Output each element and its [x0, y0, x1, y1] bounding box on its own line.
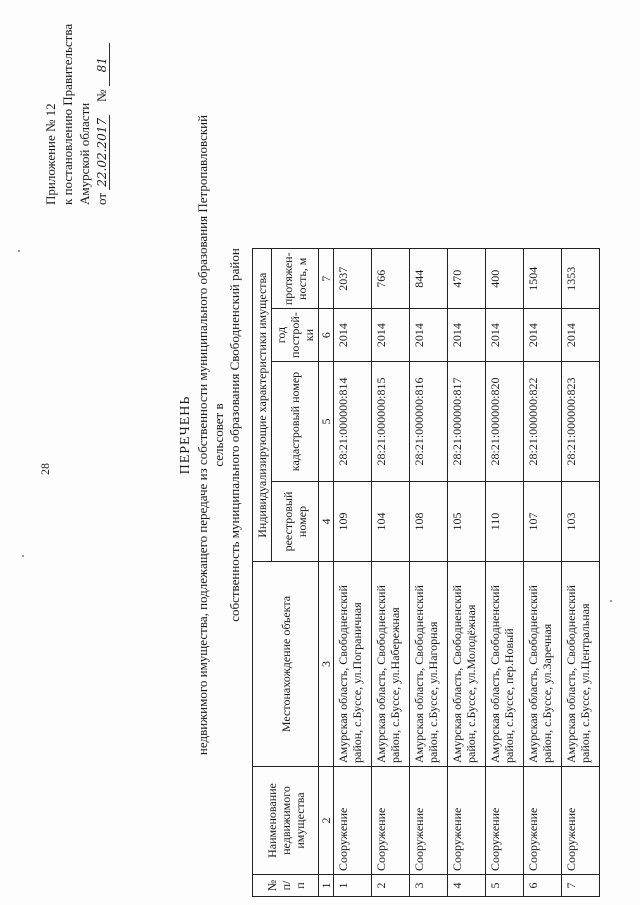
location-line: район, с.Бусcе, пер.Новый [502, 628, 516, 763]
header-cadastral: кадастровый номер [272, 362, 319, 482]
heading-line-2: собственность муниципального образования Свободненский район [227, 248, 242, 622]
header-length: протяжен-ность, м [272, 249, 319, 309]
cell-location [486, 562, 524, 767]
cell-name: Сооружение [334, 767, 372, 875]
header-name: Наименование недвижимого имущества [253, 767, 319, 875]
cell-location [562, 562, 600, 767]
table-row [448, 249, 486, 897]
col-number: 3 [319, 562, 334, 767]
table-row [410, 249, 448, 897]
cell-registry: 108 [410, 482, 448, 562]
cell-length: 766 [372, 249, 410, 309]
table-row [372, 249, 410, 897]
cell-length: 1353 [562, 249, 600, 309]
location-line: Амурская область, Свободненский [412, 585, 426, 763]
cell-num: 6 [524, 875, 562, 897]
header-characteristics: Индивидуализирующие характеристики имущества [253, 249, 272, 562]
col-number: 1 [319, 875, 334, 897]
col-number: 5 [319, 362, 334, 482]
location-line: Амурская область, Свободненский [488, 585, 502, 763]
cell-length: 470 [448, 249, 486, 309]
cell-name: Сооружение [524, 767, 562, 875]
location-line: Амурская область, Свободненский [336, 585, 350, 763]
cell-length: 400 [486, 249, 524, 309]
cell-location [372, 562, 410, 767]
appendix-line-2: к постановлению Правительства [60, 23, 75, 205]
table-row [486, 249, 524, 897]
cell-year: 2014 [562, 309, 600, 362]
cell-name: Сооружение [486, 767, 524, 875]
cell-location [334, 562, 372, 767]
location-line: район, с.Бусcе, ул.Набережная [388, 607, 402, 763]
cell-registry: 109 [334, 482, 372, 562]
cell-year: 2014 [524, 309, 562, 362]
cell-length: 844 [410, 249, 448, 309]
cell-name: Сооружение [448, 767, 486, 875]
location-line: район, с.Бусcе, ул.Центральная [578, 603, 592, 763]
heading-line-1: недвижимого имущества, подлежащего передаче из собственности муниципального образования Петропавловский сельсовет в [195, 114, 226, 756]
table-row [524, 249, 562, 897]
cell-year: 2014 [334, 309, 372, 362]
cell-num: 2 [372, 875, 410, 897]
cell-num: 7 [562, 875, 600, 897]
cell-cadastral: 28:21:000000:814 [334, 362, 372, 482]
location-line: Амурская область, Свободненский [374, 585, 388, 763]
cell-cadastral: 28:21:000000:815 [372, 362, 410, 482]
appendix-line-3: Амурской области [77, 102, 92, 205]
cell-name: Сооружение [372, 767, 410, 875]
property-table [252, 248, 600, 897]
cell-num: 1 [334, 875, 372, 897]
cell-year: 2014 [486, 309, 524, 362]
location-line: Амурская область, Свободненский [526, 585, 540, 763]
location-line: район, с.Бусcе, ул.Заречная [540, 623, 554, 763]
cell-length: 1504 [524, 249, 562, 309]
col-number: 6 [319, 309, 334, 362]
page-number: 28 [38, 463, 52, 475]
cell-cadastral: 28:21:000000:823 [562, 362, 600, 482]
cell-name: Сооружение [410, 767, 448, 875]
appendix-block [42, 24, 111, 205]
cell-registry: 104 [372, 482, 410, 562]
document-title: ПЕРЕЧЕНЬ [178, 395, 193, 475]
col-number: 4 [319, 482, 334, 562]
location-line: район, с.Бусcе, ул.Молодёжная [464, 604, 478, 763]
cell-year: 2014 [448, 309, 486, 362]
cell-cadastral: 28:21:000000:817 [448, 362, 486, 482]
location-line: район, с.Бусcе, ул.Нагорная [426, 621, 440, 763]
col-number: 2 [319, 767, 334, 875]
cell-registry: 105 [448, 482, 486, 562]
location-line: район, с.Бусcе, ул.Пограничная [350, 602, 364, 763]
cell-registry: 107 [524, 482, 562, 562]
cell-location [448, 562, 486, 767]
location-line: Амурская область, Свободненский [450, 585, 464, 763]
header-year: год построй-ки [272, 309, 319, 362]
cell-cadastral: 28:21:000000:816 [410, 362, 448, 482]
location-line: Амурская область, Свободненский [564, 585, 578, 763]
cell-cadastral: 28:21:000000:820 [486, 362, 524, 482]
cell-year: 2014 [372, 309, 410, 362]
handwritten-number: 81 [95, 43, 110, 86]
header-location: Местонахождение объекта [253, 562, 319, 767]
document-heading [178, 95, 243, 775]
cell-num: 5 [486, 875, 524, 897]
cell-length: 2037 [334, 249, 372, 309]
date-prefix: от [94, 192, 109, 205]
number-prefix: № [94, 89, 109, 103]
cell-location [524, 562, 562, 767]
handwritten-date: 22.02.2017 [95, 115, 110, 190]
appendix-date-line [93, 24, 111, 205]
cell-name: Сооружение [562, 767, 600, 875]
cell-cadastral: 28:21:000000:822 [524, 362, 562, 482]
cell-year: 2014 [410, 309, 448, 362]
cell-location [410, 562, 448, 767]
table-row [334, 249, 372, 897]
col-number: 7 [319, 249, 334, 309]
appendix-line-1: Приложение № 12 [43, 103, 58, 205]
cell-num: 4 [448, 875, 486, 897]
header-num: № п/п [253, 875, 319, 897]
cell-registry: 110 [486, 482, 524, 562]
cell-num: 3 [410, 875, 448, 897]
table-row [562, 249, 600, 897]
cell-registry: 103 [562, 482, 600, 562]
column-number-row [319, 249, 334, 897]
header-registry: реестровый номер [272, 482, 319, 562]
